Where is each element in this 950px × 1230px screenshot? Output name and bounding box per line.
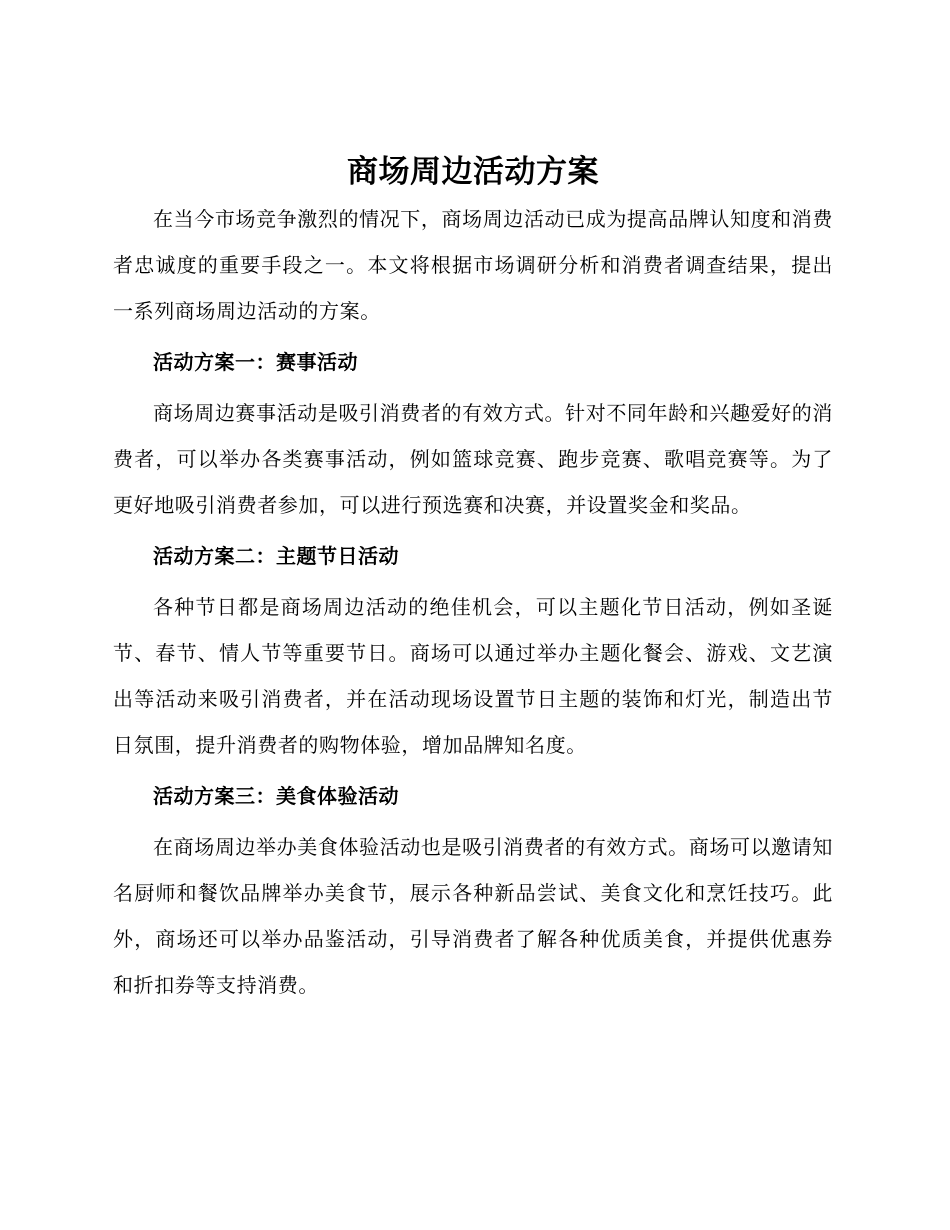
section-body-1: 商场周边赛事活动是吸引消费者的有效方式。针对不同年龄和兴趣爱好的消费者，可以举办各类赛事活动，例如篮球竞赛、跑步竞赛、歌唱竞赛等。为了更好地吸引消费者参加，可以进行预选赛和决赛，并设置奖金和奖品。: [113, 401, 833, 517]
section-body-2: 各种节日都是商场周边活动的绝佳机会，可以主题化节日活动，例如圣诞节、春节、情人节等重要节日。商场可以通过举办主题化餐会、游戏、文艺演出等活动来吸引消费者，并在活动现场设置节日主题的装饰和灯光，制造出节日氛围，提升消费者的购物体验，增加品牌知名度。: [113, 595, 833, 757]
section-heading-1: 活动方案一：赛事活动: [153, 350, 358, 374]
document-page: [113, 148, 833, 1008]
intro-paragraph: 在当今市场竞争激烈的情况下，商场周边活动已成为提高品牌认知度和消费者忠诚度的重要手段之一。本文将根据市场调研分析和消费者调查结果，提出一系列商场周边活动的方案。: [113, 207, 833, 323]
section-heading-3: 活动方案三：美食体验活动: [153, 784, 399, 808]
page-title: 商场周边活动方案: [347, 154, 599, 190]
section-heading-2: 活动方案二：主题节日活动: [153, 544, 399, 568]
section-body-3: 在商场周边举办美食体验活动也是吸引消费者的有效方式。商场可以邀请知名厨师和餐饮品牌举办美食节，展示各种新品尝试、美食文化和烹饪技巧。此外，商场还可以举办品鉴活动，引导消费者了解各种优质美食，并提供优惠券和折扣券等支持消费。: [113, 835, 833, 997]
